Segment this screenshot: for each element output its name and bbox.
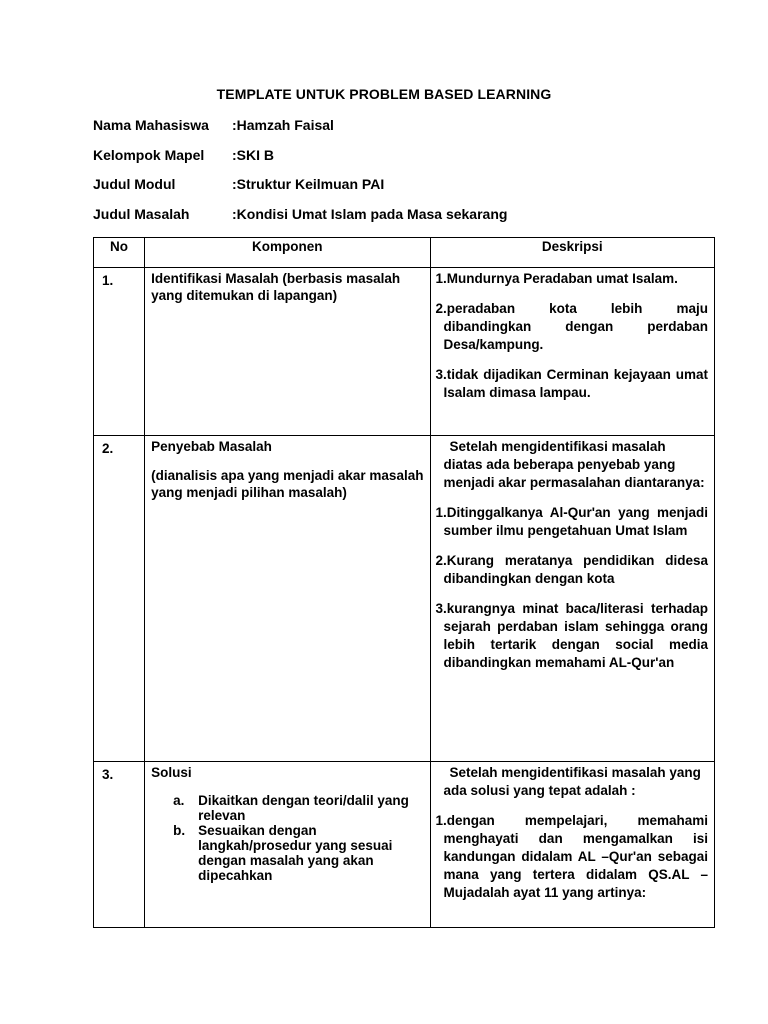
list-text: Dikaitkan dengan teori/dalil yang relevan	[198, 793, 409, 823]
table-row	[94, 436, 715, 762]
deskripsi-item: 1.Mundurnya Peradaban umat Isalam.	[435, 271, 678, 286]
row-number: 3.	[94, 762, 145, 928]
meta-value: :Kondisi Umat Islam pada Masa sekarang	[232, 206, 508, 222]
document-title: TEMPLATE UNTUK PROBLEM BASED LEARNING	[216, 86, 552, 102]
komponen-title: Identifikasi Masalah (berbasis masalah yang ditemukan di lapangan)	[151, 271, 401, 303]
deskripsi-item: 3.tidak dijadikan Cerminan kejayaan umat Isalam dimasa lampau.	[435, 367, 708, 400]
pbl-table	[93, 237, 715, 928]
meta-value: :Hamzah Faisal	[232, 117, 334, 133]
meta-row-modul	[93, 176, 384, 192]
list-marker: b.	[173, 823, 186, 838]
header-no: No	[94, 238, 145, 268]
deskripsi-intro: Setelah mengidentifikasi masalah diatas ada beberapa penyebab yang menjadi akar permasalahan diantaranya:	[443, 439, 705, 490]
header-deskripsi: Deskripsi	[430, 238, 714, 268]
meta-label: Judul Modul	[93, 176, 176, 192]
meta-label: Kelompok Mapel	[93, 147, 205, 163]
meta-row-nama	[93, 117, 334, 133]
deskripsi-item: 3.kurangnya minat baca/literasi terhadap sejarah perdaban islam sehingga orang lebih tertarik dengan social media dibandingkan memahami AL-Qur'an	[435, 601, 708, 670]
komponen-title: Penyebab Masalah	[151, 439, 272, 454]
deskripsi-cell	[430, 268, 714, 436]
meta-label: Nama Mahasiswa	[93, 117, 209, 133]
komponen-list-item	[173, 823, 425, 883]
deskripsi-cell	[430, 436, 714, 762]
komponen-title: Solusi	[151, 765, 192, 780]
list-marker: a.	[173, 793, 185, 808]
deskripsi-intro: Setelah mengidentifikasi masalah yang ada solusi yang tepat adalah :	[443, 765, 701, 798]
table-row	[94, 762, 715, 928]
meta-value: :Struktur Keilmuan PAI	[232, 176, 385, 192]
list-text: Sesuaikan dengan langkah/prosedur yang sesuai dengan masalah yang akan dipecahkan	[198, 823, 393, 883]
komponen-cell	[145, 762, 430, 928]
komponen-cell	[145, 436, 430, 762]
komponen-list-item	[173, 793, 425, 823]
deskripsi-item: 2.Kurang meratanya pendidikan didesa dibandingkan dengan kota	[435, 553, 708, 586]
meta-row-kelompok	[93, 147, 274, 163]
komponen-list	[151, 793, 425, 883]
deskripsi-item: 1.Ditinggalkanya Al-Qur'an yang menjadi sumber ilmu pengetahuan Umat Islam	[435, 505, 708, 538]
komponen-note: (dianalisis apa yang menjadi akar masalah yang menjadi pilihan masalah)	[151, 468, 424, 500]
meta-label: Judul Masalah	[93, 206, 190, 222]
deskripsi-item: 2.peradaban kota lebih maju dibandingkan dengan perdaban Desa/kampung.	[435, 301, 708, 352]
row-number: 2.	[94, 436, 145, 762]
komponen-cell	[145, 268, 430, 436]
table-row	[94, 268, 715, 436]
deskripsi-item: 1.dengan mempelajari, memahami menghayati dan mengamalkan isi kandungan didalam AL –Qur'an sebagai mana yang tertera didalam QS.AL –Mujadalah ayat 11 yang artinya:	[435, 813, 708, 900]
table-header-row	[94, 238, 715, 268]
deskripsi-cell	[430, 762, 714, 928]
meta-row-masalah	[93, 206, 507, 222]
meta-value: :SKI B	[232, 147, 274, 163]
header-komponen: Komponen	[145, 238, 430, 268]
row-number: 1.	[94, 268, 145, 436]
